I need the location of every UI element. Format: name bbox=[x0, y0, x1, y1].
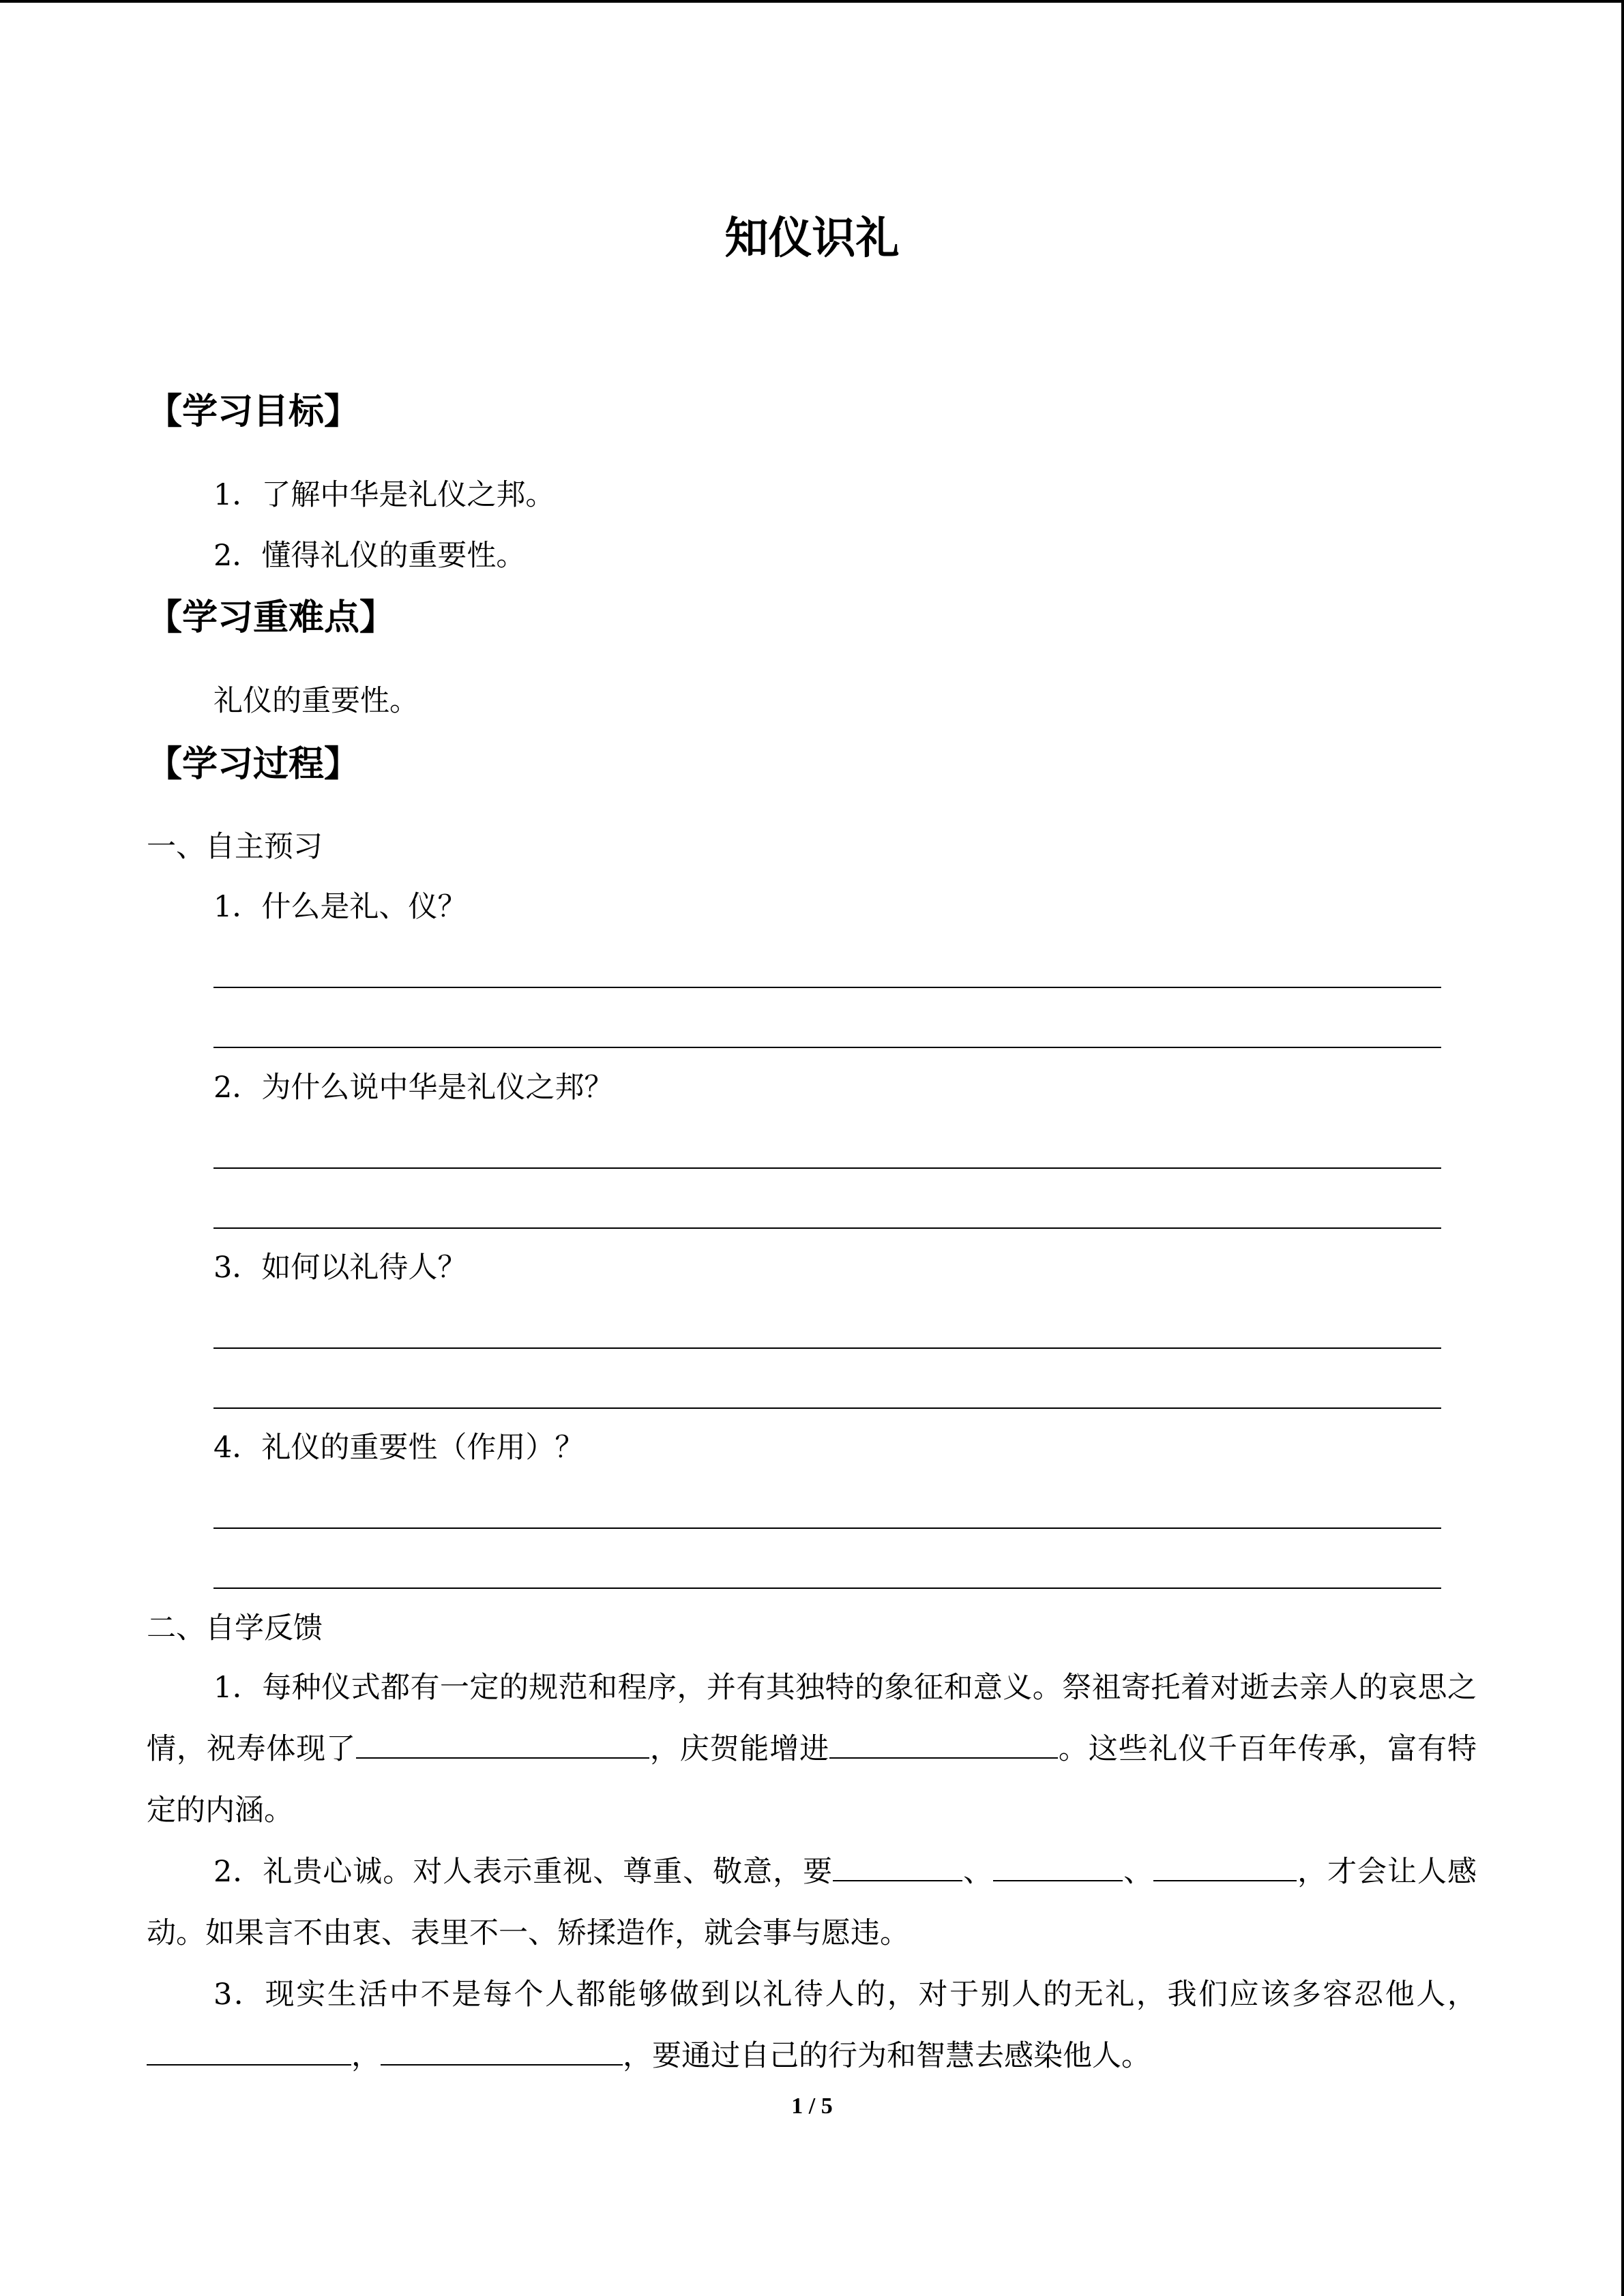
answer-line[interactable] bbox=[213, 1527, 1441, 1529]
answer-line[interactable] bbox=[213, 1347, 1441, 1349]
page-number: 1 / 5 bbox=[791, 2093, 833, 2119]
top-border bbox=[0, 0, 1624, 3]
preview-question-2: 2．为什么说中华是礼仪之邦？ bbox=[213, 1071, 614, 1105]
subheading-feedback: 二、自学反馈 bbox=[147, 1611, 323, 1645]
fill-blank[interactable] bbox=[1153, 1853, 1297, 1881]
answer-line[interactable] bbox=[213, 1227, 1441, 1229]
preview-question-3: 3．如何以礼待人？ bbox=[213, 1251, 467, 1285]
answer-line[interactable] bbox=[213, 1047, 1441, 1048]
q1-text-3: 。这些礼仪千百年传承，富有特定的内涵。 bbox=[147, 1732, 1477, 1828]
q1-text-1: 1．每种仪式都有一定的规范和程序，并有其独特的象征和意义。祭祖寄托着对逝去亲人的哀思之情，祝寿体现了 bbox=[147, 1671, 1477, 1766]
fill-blank[interactable] bbox=[356, 1730, 649, 1759]
fill-blank[interactable] bbox=[381, 2037, 623, 2066]
page-title: 知仪识礼 bbox=[724, 213, 900, 264]
preview-question-4: 4．礼仪的重要性（作用）？ bbox=[213, 1431, 585, 1465]
feedback-question-3 bbox=[147, 1964, 1477, 2087]
answer-line[interactable] bbox=[213, 1407, 1441, 1409]
subheading-preview: 一、自主预习 bbox=[147, 830, 323, 864]
answer-line[interactable] bbox=[213, 987, 1441, 988]
q2-text-2: ，才会让人感动。如果言不由衷、表里不一、矫揉造作，就会事与愿违。 bbox=[147, 1855, 1477, 1950]
preview-question-1: 1．什么是礼、仪？ bbox=[213, 890, 467, 924]
key-points-text: 礼仪的重要性。 bbox=[213, 684, 419, 718]
heading-process: 【学习过程】 bbox=[147, 743, 360, 785]
fill-blank[interactable] bbox=[147, 2037, 351, 2066]
q2-sep-1: 、 bbox=[962, 1855, 994, 1889]
heading-key-points: 【学习重难点】 bbox=[147, 597, 396, 638]
q2-sep-2: 、 bbox=[1123, 1855, 1154, 1889]
feedback-question-1 bbox=[147, 1657, 1477, 1841]
fill-blank[interactable] bbox=[829, 1730, 1058, 1759]
fill-blank[interactable] bbox=[993, 1853, 1123, 1881]
fill-blank[interactable] bbox=[833, 1853, 962, 1881]
heading-goals: 【学习目标】 bbox=[147, 391, 360, 432]
q1-text-2: ，庆贺能增进 bbox=[649, 1732, 829, 1766]
right-border bbox=[1621, 0, 1624, 2296]
goal-item-1: 1．了解中华是礼仪之邦。 bbox=[213, 478, 555, 512]
feedback-question-2 bbox=[147, 1841, 1477, 1964]
q2-text-1: 2．礼贵心诚。对人表示重视、尊重、敬意，要 bbox=[213, 1855, 833, 1889]
q3-text-2: ，要通过自己的行为和智慧去感染他人。 bbox=[623, 2039, 1151, 2073]
q3-sep-1: ， bbox=[351, 2039, 381, 2073]
answer-line[interactable] bbox=[213, 1167, 1441, 1169]
answer-line[interactable] bbox=[213, 1587, 1441, 1589]
goal-item-2: 2．懂得礼仪的重要性。 bbox=[213, 539, 526, 573]
q3-text-1: 3．现实生活中不是每个人都能够做到以礼待人的，对于别人的无礼，我们应该多容忍他人， bbox=[213, 1978, 1477, 2012]
